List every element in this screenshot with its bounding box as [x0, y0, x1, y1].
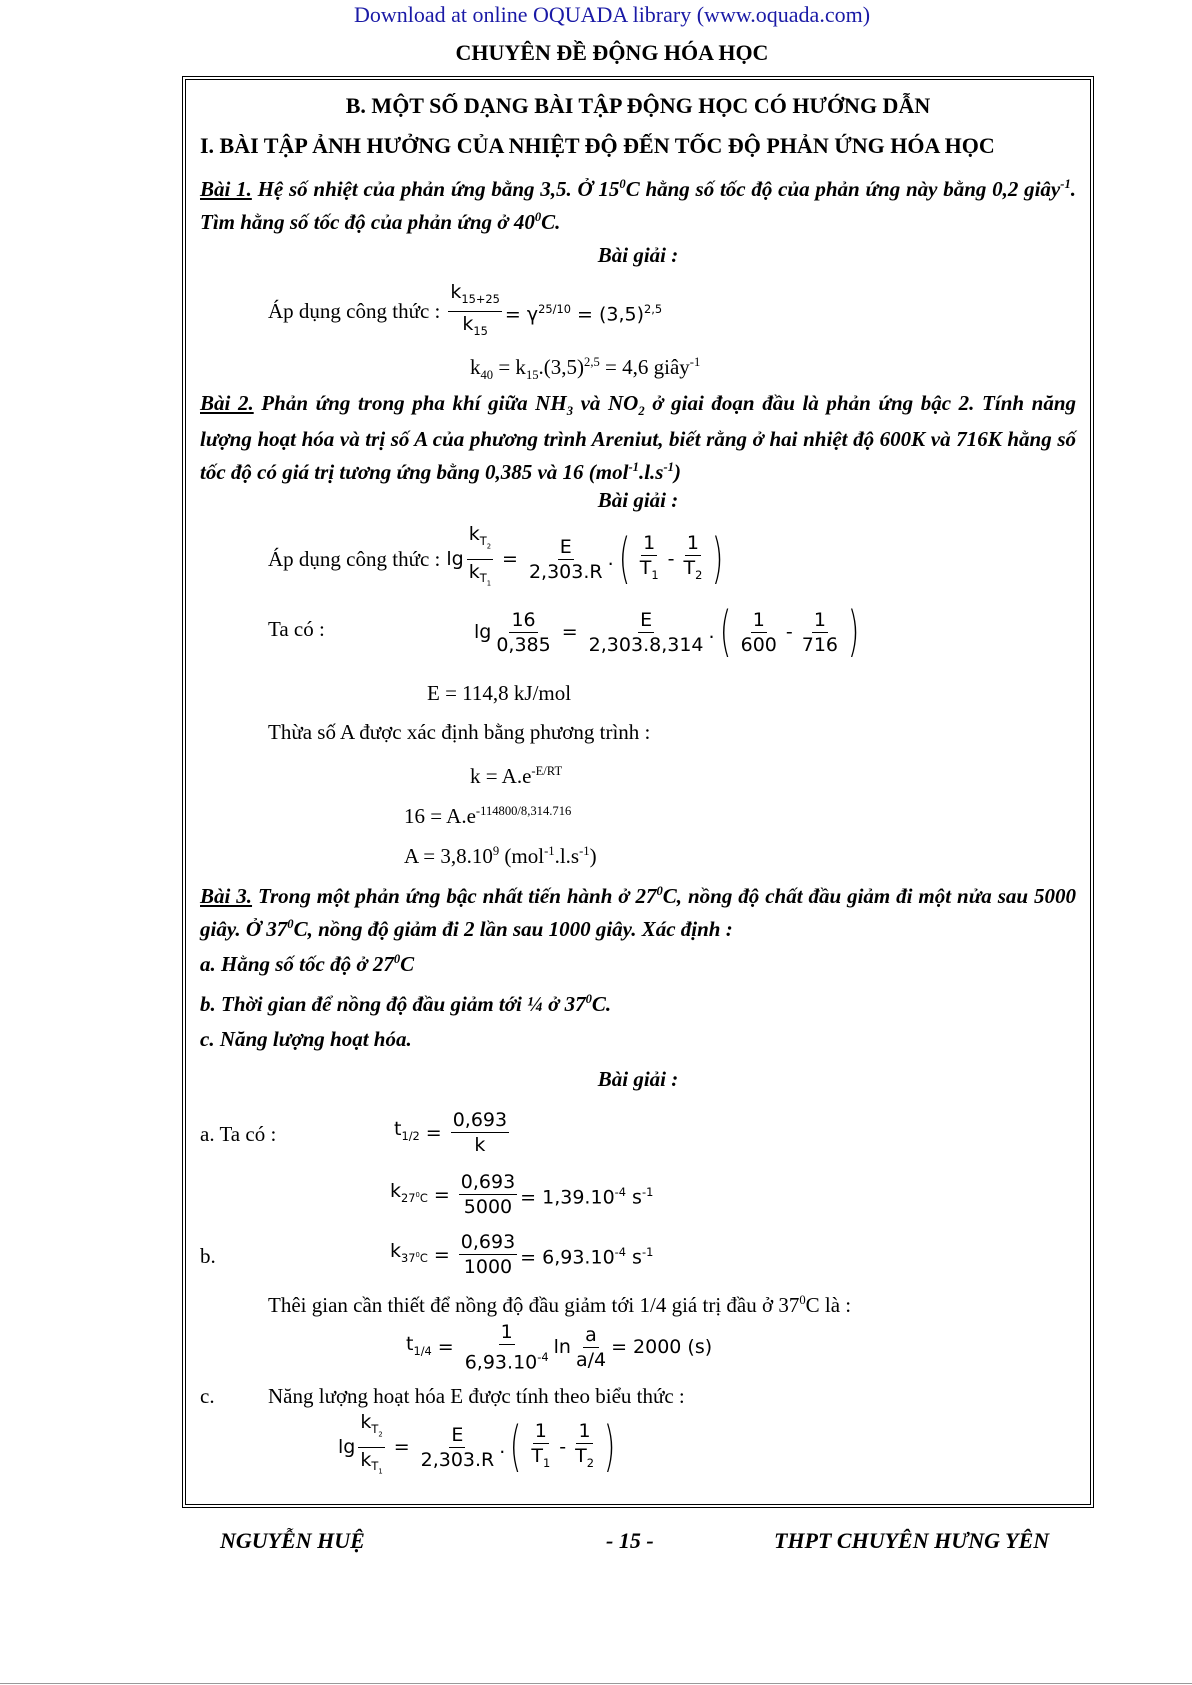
bai3-half-life-formula: $t_{1/2}$ = $\frac{0,693}{k}$ — [394, 1109, 508, 1156]
bai2-factor-line: Thừa số A được xác định bằng phương trình : — [268, 720, 651, 744]
bai2-problem: Bài 2. Phản ứng trong pha khí giữa $NH_3$ và $NO_2$ ở giai đoạn đầu là phản ứng bậc 2. Tính năng lượng hoạt hóa và trị số A của phương trình Areniut, biết rằng ở hai nhiệt độ 600K và 716K hằng số tốc độ có giá trị tương ứng bằng 0,385 và 16 $(mol^{-1}.l.s^{-1})$ — [200, 391, 1077, 485]
footer-school: THPT CHUYÊN HƯNG YÊN — [774, 1528, 1050, 1553]
bai3-c-text: Năng lượng hoạt hóa E được tính theo biểu thức : — [268, 1384, 685, 1408]
bai1-result: $k_{40} = k_{15}.(3,5)^{2,5} = 4,6$ giây$^{-1}$ — [470, 355, 701, 383]
bai3-question-c: c. Năng lượng hoạt hóa. — [200, 1027, 412, 1051]
bai3-k27-formula: $k_{27^0C}$ = $\frac{0,693}{5000}$ = $1,39.10^{-4}$ $s^{-1}$ — [390, 1171, 654, 1218]
section-i-title: I. BÀI TẬP ẢNH HƯỞNG CỦA NHIỆT ĐỘ ĐẾN TỐC ĐỘ PHẢN ỨNG HÓA HỌC — [200, 133, 995, 158]
page-bottom-rule — [0, 1683, 1192, 1684]
bai1-solution-label: Bài giải : — [597, 243, 679, 267]
footer-author: NGUYỄN HUỆ — [220, 1528, 365, 1553]
bai3-k37-formula: $k_{37^0C}$ = $\frac{0,693}{1000}$ = $6,93.10^{-4}$ $s^{-1}$ — [390, 1231, 654, 1278]
bai3-c-label: c. — [200, 1384, 215, 1408]
bai2-e-result: E = 114,8 kJ/mol — [427, 681, 572, 705]
bai2-solution-label: Bài giải : — [597, 488, 679, 512]
bai2-ta-co: Ta có : — [268, 617, 325, 641]
bai3-question-b: b. Thời gian để nồng độ đầu giảm tới ¼ ở $37^0C$. — [200, 992, 612, 1016]
bai1-problem: Bài 1. Hệ số nhiệt của phản ứng bằng 3,5. Ở $15^0C$ hằng số tốc độ của phản ứng này bằng 0,2 giây$^{-1}$. Tìm hằng số tốc độ của phản ứng ở $40^0C$. — [200, 177, 1077, 234]
bai3-question-a: a. Hằng số tốc độ ở $27^0C$ — [200, 952, 415, 976]
footer-page-number: - 15 - — [606, 1528, 654, 1553]
bai3-arrhenius-formula: lg $\frac{k_{T_2}}{k_{T_1}}$ = $\frac{E}{2,303.R}$ . ( $\frac{1}{T_1}$ - $\frac{1}{T_2}$ ) — [338, 1411, 616, 1478]
bai1-formula: Áp dụng công thức : $\frac{k_{15+25}}{k_{15}}$ = $\gamma^{25/10} = (3,5)^{2,5}$ — [268, 281, 663, 338]
download-link[interactable]: Download at online OQUADA library (www.oquada.com) — [353, 2, 871, 27]
bai3-problem: Bài 3. Trong một phản ứng bậc nhất tiến hành ở $27^0C$, nồng độ chất đầu giảm đi một nửa sau 5000 giây. Ở $37^0C$, nồng độ giảm đi 2 lần sau 1000 giây. Xác định : — [200, 884, 1076, 941]
bai3-quarter-formula: $t_{1/4}$ = $\frac{1}{6,93.10^{-4}}$ ln $\frac{a}{a/4}$ = 2000 (s) — [406, 1321, 713, 1374]
bai2-a-result: $A = 3,8.10^9$ $(mol^{-1}.l.s^{-1})$ — [404, 844, 597, 868]
bai3-time-line: Thêi gian cần thiết để nồng độ đầu giảm tới 1/4 giá trị đầu ở $37^0C$ là : — [268, 1293, 852, 1317]
bai3-b-label: b. — [200, 1244, 216, 1268]
page-header: CHUYÊN ĐỀ ĐỘNG HÓA HỌC — [455, 40, 769, 65]
bai3-solution-label: Bài giải : — [597, 1067, 679, 1091]
bai2-formula: Áp dụng công thức : lg $\frac{k_{T_2}}{k_{T_1}}$ = $\frac{E}{2,303.R}$ . ( $\frac{1}{T_1}$ - $\frac{1}{T_2}$ ) — [268, 523, 724, 590]
section-b-title: B. MỘT SỐ DẠNG BÀI TẬP ĐỘNG HỌC CÓ HƯỚNG DẪN — [345, 93, 931, 118]
bai2-arrhenius-1: $k = A.e^{-E/RT}$ — [470, 764, 563, 788]
bai2-arrhenius-2: $16 = A.e^{-114800/8,314.716}$ — [404, 804, 572, 828]
bai3-a-label: a. Ta có : — [200, 1122, 277, 1146]
bai2-equation: lg $\frac{16}{0,385}$ = $\frac{E}{2,303.8,314}$ . ( $\frac{1}{600}$ - $\frac{1}{716}$ ) — [474, 600, 860, 663]
